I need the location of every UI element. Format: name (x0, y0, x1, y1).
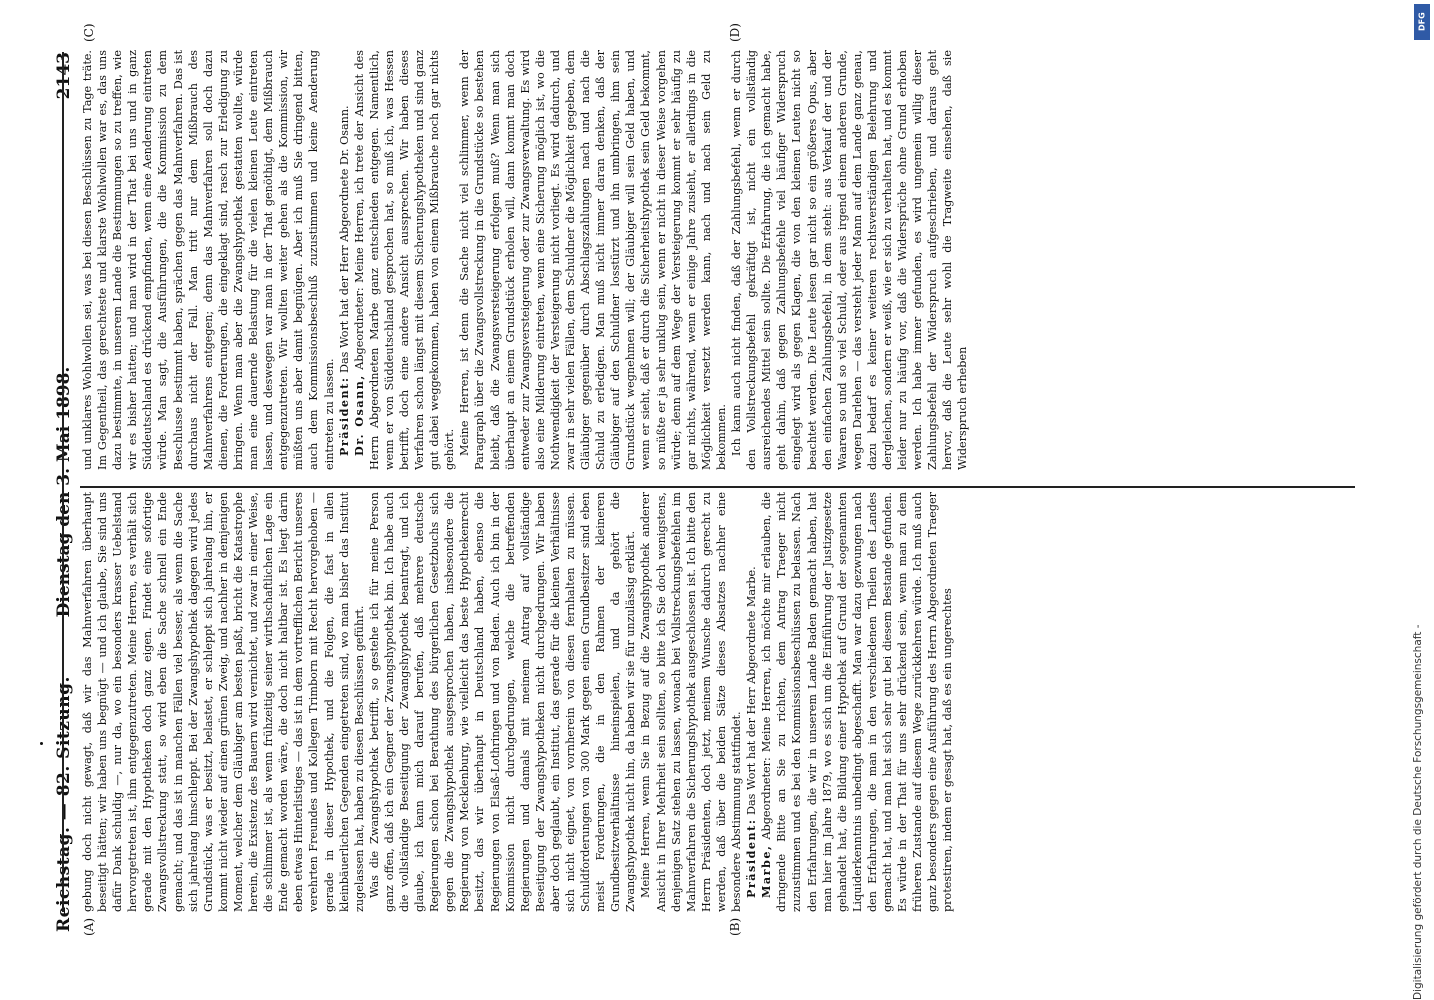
paragraph-text: Das Wort hat der Herr Abgeordnete Dr. Osann. (337, 105, 351, 373)
paragraph: Ich kann auch nicht finden, daß der Zahlungsbefehl, wenn er durch den Vollstreckungsbefehl gekräftigt ist, nicht ein vollständig ausreichendes Mittel sein sollte. Die Erfahrung, die ich gemacht habe, geht dahin, daß gegen Zahlungsbefehle viel häufiger Widerspruch eingelegt wird als gegen Klagen, die von den kleinen Leuten nicht so beachtet werden. Die Leute lesen gar nicht so ein größeres Opus, aber den einfachen Zahlungsbefehl, in dem steht: aus Verkauf der und der Waaren so und so viel Schuld, oder aus irgend einem anderen Grunde, wegen Darlehen — das versteht jeder Mann auf dem Lande ganz genau, dazu bedarf es keiner weiteren rechtsverständigen Belehrung und dergleichen, sondern er weiß, wie er sich zu verhalten hat, und es kommt leider nur zu häufig vor, daß die Widersprüche ohne Grund erhoben werden. Ich habe immer gefunden, es wird ungemein willig dieser Zahlungsbefehl der Widerspruch aufgeschrieben, und daraus geht hervor, daß die Leute sehr wohl die Tragweite einsehen, daß sie Widerspruch erheben (730, 50, 970, 470)
header-rule (62, 52, 64, 912)
paragraph-text: Abgeordneter: Meine Herren, ich trete der Ansicht des Herrn Abgeordneten Marbe ganz entschieden entgegen. Namentlich, wenn er von Süddeutschland gesprochen hat, so muß ich, was Hessen betrifft, doch eine andere Ansicht aussprechen. Wir haben dieses Verfahren schon längst mit diesem Sicherungshypotheken und sind ganz gut dabei weggekommen, haben von einem Mißbrauche noch gar nichts gehört. (352, 50, 457, 470)
column-divider (80, 486, 1355, 488)
speaker-name: Präsident: (336, 376, 351, 456)
margin-marker-c: (C) (82, 23, 96, 42)
paragraph: gebung doch nicht gewagt, daß wir das Mahnverfahren überhaupt beseitigt hätten; wir haben uns begnügt — und ich glaube, Sie sind uns dafür Dank schuldig —, nur da, wo ein besonders krasser Uebelstand hervorgetreten ist, ihm entgegenzutreten. Meine Herren, es verhält sich gerade mit den Hypotheken doch ganz eigen. Findet eine sofortige Zwangsvollstreckung statt, so wird eben die Sache schnell ein Ende gemacht; und das ist in manchen Fällen viel besser, als wenn die Sache sich jahrelang hinschleppt. Bei der Zwangshypothek dagegen wird jedes Grundstück, was er besitzt, belastet, er schleppt sich jahrelang hin, er kommt nicht wieder auf einen grünen Zweig, und nachher in demjenigen Moment, welcher dem Gläubiger am besten paßt, bricht die Katastrophe herein, die Existenz des Bauern wird vernichtet, und zwar in einer Weise, die schlimmer ist, als wenn frühzeitig seiner wirthschaftlichen Lage ein Ende gemacht worden wäre, die doch nicht haltbar ist. Es liegt darin eben etwas Hinterlistiges — das ist in dem vortrefflichen Bericht unseres verehrten Freundes und Kollegen Trimborn mit Recht hervorgehoben — gerade in dieser Hypothek, und die Folgen, die fast in allen kleinbäuerlichen Gegenden eingetreten sind, wo man bisher das Institut zugelassen hat, haben zu diesen Beschlüssen geführt. (81, 492, 366, 912)
digitization-credit (1412, 0, 1432, 1000)
margin-marker-b: (B) (728, 917, 742, 936)
header-page-number: 2143 (54, 52, 74, 100)
speaker-name: Marbe, (759, 844, 774, 898)
paragraph-text: Abgeordneter: Meine Herren, ich möchte mir erlauben, die dringende Bitte an Sie zu richten, dem Antrag Traeger nicht zuzustimmen und es bei den Kommissionsbeschlüssen zu belassen. Nach den Erfahrungen, die wir in unserem Lande Baden gemacht haben, hat man hier im Jahre 1879, wo es sich um die Einführung der Justizgesetze gehandelt hat, die Bildung einer Hypothek auf Grund der sogenannten Liquiderkenntnis unbedingt abgeschafft. Man war dazu gezwungen nach den Erfahrungen, die man in den verschiedenen Theilen des Landes gemacht hat, und man hat sich sehr gut bei diesem Bestande gefunden. Es würde in der That für uns sehr drückend sein, wenn man zu dem früheren Zustande auf diesem Wege zurückkehren würde. Ich muß auch ganz besonders gegen eine Ausführung des Herrn Abgeordneten Traeger protestiren, indem er gesagt hat, daß es ein ungerechtes (760, 492, 955, 912)
left-column (80, 492, 1355, 912)
margin-marker-a: (A) (82, 917, 96, 936)
paragraph (759, 492, 955, 912)
speaker-name: Dr. Osann, (351, 374, 366, 456)
paragraph: und unklares Wohlwollen sei, was bei diesen Beschlüssen zu Tage träte. Im Gegentheil, das gerechteste und klarste Wohlwollen war es, das uns dazu bestimmte, in unserem Lande die Bestimmungen so zu treffen, wie wir es bisher hatten; und man wird in der That bei uns und in ganz Süddeutschland es drückend empfinden, wenn eine Aenderung eintreten würde. Man sagt, die Ausführungen, die die Kommission zu dem Beschlusse bestimmt haben, sprächen gegen das Mahnverfahren. Das ist durchaus nicht der Fall. Man tritt nur dem Mißbrauch des Mahnverfahrens entgegen; denn das Mahnverfahren soll doch dazu dienen, die Forderungen, die eingeklagt sind, rasch zur Erledigung zu bringen. Wenn man aber die Zwangshypothek gestatten wollte, würde man eine dauernde Belastung für die vielen kleinen Leute eintreten lassen, und deswegen war man in der That genöthigt, dem Mißbrauch entgegenzutreten. Wir wollten weiter gehen als die Kommission, wir müßten uns aber damit begnügen. Aber ich muß Sie dringend bitten, auch dem Kommissionsbeschluß zuzustimmen und keine Aenderung eintreten zu lassen. (81, 50, 336, 470)
paragraph (352, 50, 458, 470)
paragraph (337, 50, 352, 470)
header-date: Dienstag den 3. Mai 1898. (54, 366, 74, 618)
paragraph: Meine Herren, wenn Sie in Bezug auf die Zwangshypothek anderer Ansicht in Ihrer Mehrheit sein sollten, so bitte ich Sie doch wenigstens, denjenigen Satz stehen zu lassen, wonach bei Vollstreckungsbefehlen im Mahnverfahren die Sicherungshypothek ausgeschlossen ist. Ich bitte den Herrn Präsidenten, doch jetzt, meinem Wunsche dadurch gerecht zu werden, daß über die beiden Sätze dieses Absatzes nachher eine besondere Abstimmung stattfindet. (639, 492, 744, 912)
page-header (26, 52, 86, 932)
right-column (80, 50, 1355, 470)
credit-text: Digitalisierung gefördert durch die Deutsche Forschungsgemeinschaft - (1412, 624, 1424, 1000)
dfg-logo-icon: DFG (1414, 4, 1430, 40)
header-session: Reichstag. — 82. Sitzung. (54, 676, 74, 932)
paragraph: Was die Zwangshypothek betrifft, so gestehe ich für meine Person ganz offen, daß ich ein Gegner der Zwangshypothek bin. Ich habe auch die vollständige Beseitigung der Zwangshypothek beantragt, und ich glaube, ich kann mich darauf berufen, daß mehrere deutsche Regierungen schon bei Berathung des bürgerlichen Gesetzbuchs sich gegen die Zwangshypothek ausgesprochen haben, insbesondere die Regierung von Mecklenburg, wie vielleicht das beste Hypothekenrecht besitzt, das wir überhaupt in Deutschland haben, ebenso die Regierungen von Elsaß-Lothringen und von Baden. Auch ich bin in der Kommission nicht durchgedrungen, welche die betreffenden Regierungen und damals mit meinem Antrag auf vollständige Beseitigung der Zwangshypotheken nicht durchgedrungen. Wir haben aber doch geglaubt, ein Institut, das gerade für die kleinen Verhältnisse sich nicht eignet, von vornherein von diesen fernhalten zu müssen. Schuldforderungen von 300 Mark gegen einen Grundbesitzer sind eben meist Forderungen, die in den Rahmen der kleineren Grundbesitzverhältnisse hineinspielen, und da gehört die Zwangshypothek nicht hin, da haben wir sie für unzulässig erklärt. (367, 492, 638, 912)
margin-marker-d: (D) (728, 23, 742, 42)
paragraph (744, 492, 759, 912)
paragraph: Meine Herren, ist denn die Sache nicht viel schlimmer, wenn der Paragraph über die Zwangsvollstreckung in die Grundstücke so bestehen bleibt, daß die Zwangsversteigerung erfolgen muß? Wenn man sich überhaupt an einem Grundstück erholen will, dann kommt man doch entweder zur Zwangsversteigerung oder zur Zwangsverwaltung. Es wird also eine Milderung eintreten, wenn eine Sicherung möglich ist, wo die Nothwendigkeit der Versteigerung nicht vorliegt. Es wird dadurch, und zwar in sehr vielen Fällen, dem Schuldner die Möglichkeit gegeben, dem Gläubiger gegenüber durch Abschlagszahlungen nach und nach die Schuld zu erledigen. Man muß nicht immer daran denken, daß der Gläubiger auf den Schuldner losstürzt und ihn umbringen, ihm sein Grundstück wegnehmen will; der Gläubiger will sein Geld haben, und wenn er sieht, daß er durch die Sicherheitshypothek sein Geld bekommt, so müßte er ja sehr unklug sein, wenn er nicht in dieser Weise vorgehen würde; denn auf dem Wege der Versteigerung kommt er sehr häufig zu gar nichts, während, wenn er einige Jahre zusieht, er allerdings in die Möglichkeit versetzt werden kann, nach und nach sein Geld zu bekommen. (458, 50, 728, 470)
paragraph-text: Das Wort hat der Herr Abgeordnete Marbe. (745, 566, 759, 815)
speaker-name: Präsident: (744, 818, 759, 898)
